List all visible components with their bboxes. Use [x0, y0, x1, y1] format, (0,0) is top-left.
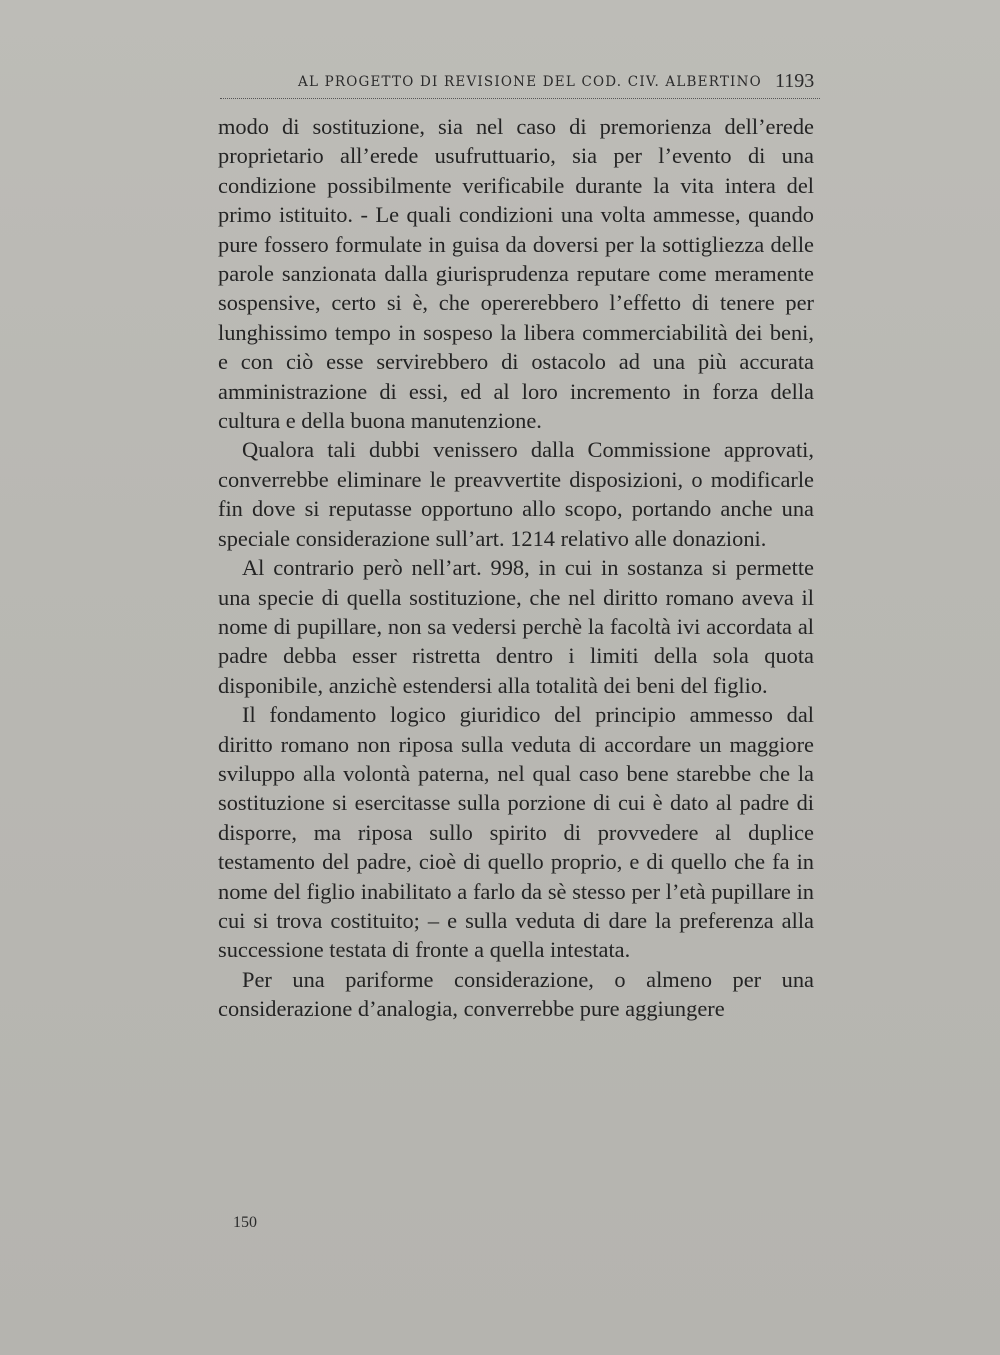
body-text: [218, 112, 814, 1024]
signature-mark: 150: [233, 1214, 257, 1231]
paragraph: Per una pariforme considerazione, o almeno per una considerazione d’analogia, converrebbe pure aggiungere: [218, 966, 814, 1022]
running-title: AL PROGETTO DI REVISIONE DEL COD. CIV. ALBERTINO: [298, 74, 762, 90]
page-number: 1193: [775, 70, 815, 92]
paragraph: Il fondamento logico giuridico del principio ammesso dal diritto romano non riposa sulla veduta di accordare un maggiore sviluppo alla volontà paterna, nel qual caso bene starebbe che la sostituzione si esercitasse sulla porzione di cui è dato al padre di disporre, ma riposa sullo spirito di provvedere al duplice testamento del padre, cioè di quello proprio, e di quello che fa in nome del figlio inabilitato a farlo da sè stesso per l’età pupillare in cui si trova costituito; – e sulla veduta di dare la preferenza alla successione testata di fronte a quella intestata.: [218, 702, 814, 963]
paragraph: Al contrario però nell’art. 998, in cui in sostanza si permette una specie di quella sostituzione, che nel diritto romano aveva il nome di pupillare, non sa vedersi perchè la facoltà ivi accordata al padre debba esser ristretta dentro i limiti della sola quota disponibile, anzichè estendersi alla totalità dei beni del figlio.: [218, 555, 814, 698]
header-rule: [220, 98, 820, 99]
paragraph: modo di sostituzione, sia nel caso di premorienza dell’erede proprietario all’erede usufruttuario, sia per l’evento di una condizione possibilmente verificabile durante la vita intera del primo istituito. - Le quali condizioni una volta ammesse, quando pure fossero formulate in guisa da doversi per la sottigliezza delle parole sanzionata dalla giurisprudenza reputare come meramente sospensive, certo si è, che opererebbero l’effetto di tenere per lunghissimo tempo in sospeso la libera commerciabilità dei beni, e con ciò esse servirebbero di ostacolo ad una più accurata amministrazione di essi, ed al loro incremento in forza della cultura e della buona manutenzione.: [218, 114, 814, 434]
paragraph: Qualora tali dubbi venissero dalla Commissione approvati, converrebbe eliminare le preavvertite disposizioni, o modificarle fin dove si reputasse opportuno allo scopo, portando anche una speciale considerazione sull’art. 1214 relativo alle donazioni.: [218, 437, 814, 551]
